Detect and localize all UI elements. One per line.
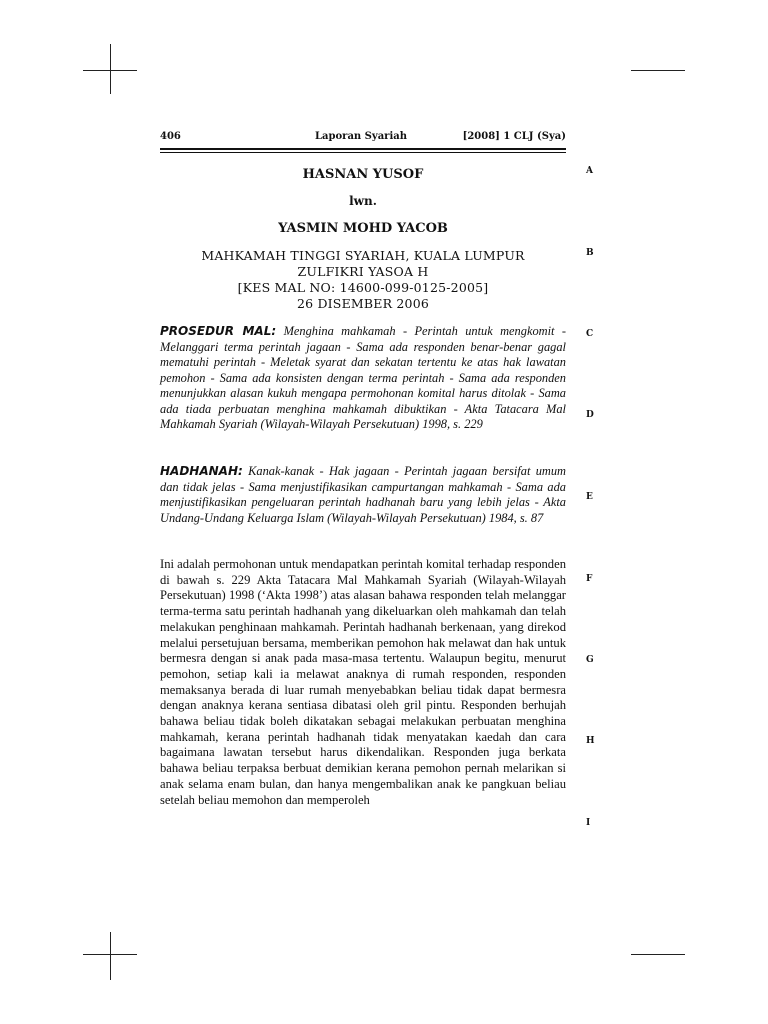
margin-letter: G (586, 655, 594, 665)
versus-text: lwn. (349, 194, 377, 208)
citation: [2008] 1 CLJ (Sya) (462, 131, 566, 142)
margin-letter: H (586, 736, 595, 746)
crop-mark (110, 44, 111, 94)
crop-mark (110, 932, 111, 980)
margin-letter: C (586, 329, 594, 339)
headnote-lead: PROSEDUR MAL: (160, 324, 277, 338)
case-number: [KES MAL NO: 14600-099-0125-2005] (237, 280, 489, 295)
judge-name: ZULFIKRI YASOA H (297, 264, 429, 279)
headnote-text: Kanak-kanak - Hak jagaan - Perintah jagaan bersifat umum dan tidak jelas - Sama menjustifikasikan campurtangan mahkamah - Sama ada menjustifikasikan pengeluaran perintah hadhanah baru yang lebih jelas - Akta Undang-Undang Keluarga Islam (Wilayah-Wilayah Persekutuan) 1984, s. 87 (160, 464, 566, 525)
crop-mark (631, 954, 685, 955)
margin-letter: I (586, 818, 591, 828)
court-name: MAHKAMAH TINGGI SYARIAH, KUALA LUMPUR (201, 248, 525, 263)
margin-letter: D (586, 410, 594, 420)
headnote-civil-procedure (160, 324, 566, 433)
appellant-name: HASNAN YUSOF (302, 167, 424, 182)
header-rule-thin (160, 152, 566, 153)
judgment-body: Ini adalah permohonan untuk mendapatkan perintah komital terhadap responden di bawah s. 229 Akta Tatacara Mal Mahkamah Syariah (Wilayah-Wilayah Persekutuan) 1998 (‘Akta 1998’) atas alasan bahawa responden telah melanggar terma-terma satu perintah hadhanah yang dikeluarkan oleh mahkamah dan telah melakukan penghinaan mahkamah. Perintah hadhanah berkenaan, yang direkod melalui persetujuan bersama, memberikan pemohon hak melawat dan hak untuk bermesra dengan si anak pada masa-masa tertentu. Walaupun begitu, menurut pemohon, setiap kali ia melawat anaknya di rumah responden, responden memaksanya berada di luar rumah menyebabkan beliau tidak dapat bermesra dengan anaknya kerana sentiasa dibatasi oleh gril pintu. Responden berhujah bahawa beliau tidak boleh dikatakan sebagai melakukan perbuatan menghina mahkamah, kerana perintah hadhanah tidak menyatakan kaedah dan cara bagaimana lawatan tersebut harus dikendalikan. Responden juga berkata bahawa beliau terpaksa berbuat demikian kerana pemohon pernah melarikan si anak selama enam bulan, dan hanya mengembalikan anak ke pangkuan beliau setelah beliau memohon dan memperoleh (160, 557, 566, 807)
header-rule (160, 148, 566, 150)
journal-title: Laporan Syariah (315, 131, 408, 142)
judgment-date: 26 DISEMBER 2006 (296, 296, 430, 311)
headnote-lead: HADHANAH: (160, 464, 243, 478)
margin-letter: F (586, 574, 593, 584)
margin-letter: B (586, 248, 594, 258)
headnote-hadhanah (160, 464, 566, 526)
margin-letter: A (586, 166, 593, 176)
margin-letter: E (586, 492, 593, 502)
respondent-name: YASMIN MOHD YACOB (278, 221, 448, 236)
headnote-text: Menghina mahkamah - Perintah untuk mengkomit - Melanggari terma perintah jagaan - Sama ada responden benar-benar gagal mematuhi perintah - Meletak syarat dan sekatan tertentu ke atas hak lawatan pemohon - Sama ada konsisten dengan terma perintah - Sama ada responden menunjukkan alasan kukuh mengapa permohonan komital harus ditolak - Sama ada tiada perbuatan menghina mahkamah dibuktikan - Akta Tatacara Mal Mahkamah Syariah (Wilayah-Wilayah Persekutuan) 1998, s. 229 (160, 324, 566, 431)
page-number: 406 (160, 131, 181, 142)
crop-mark (631, 70, 685, 71)
